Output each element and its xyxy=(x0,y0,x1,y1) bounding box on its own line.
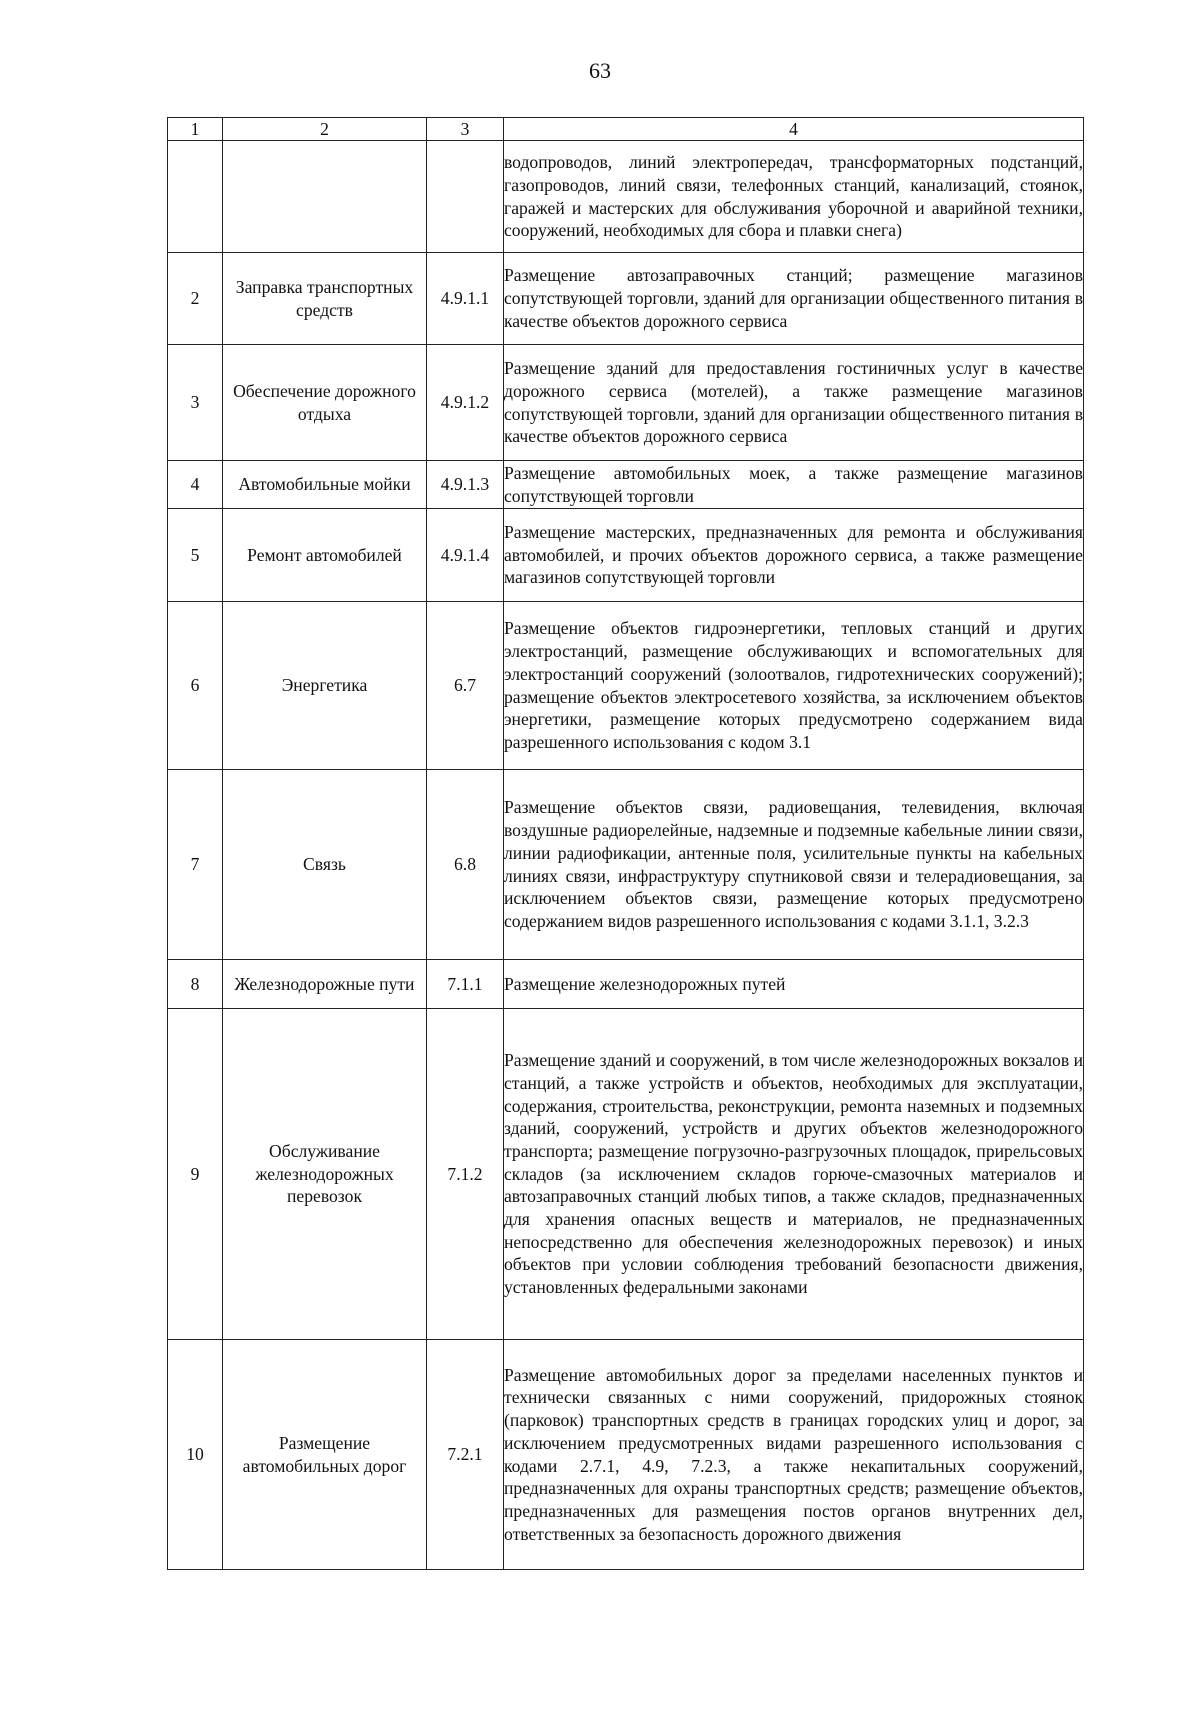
row-number: 6 xyxy=(168,602,223,770)
table-row xyxy=(168,141,1084,253)
use-name: Ремонт автомобилей xyxy=(223,509,427,602)
use-description: Размещение мастерских, предназначенных для ремонта и обслуживания автомобилей, и прочих объектов дорожного сервиса, а также размещение магазинов сопутствующей торговли xyxy=(504,509,1084,602)
use-code xyxy=(427,141,504,253)
table-header-row xyxy=(168,118,1084,141)
column-header-4: 4 xyxy=(504,118,1084,141)
row-number: 3 xyxy=(168,345,223,461)
column-header-2: 2 xyxy=(223,118,427,141)
table-row xyxy=(168,253,1084,345)
use-name: Заправка транспортных средств xyxy=(223,253,427,345)
use-name: Железнодорожные пути xyxy=(223,960,427,1009)
page-number: 63 xyxy=(589,58,611,83)
table-row xyxy=(168,461,1084,509)
use-code: 4.9.1.4 xyxy=(427,509,504,602)
table-row xyxy=(168,960,1084,1009)
use-description: Размещение объектов гидроэнергетики, тепловых станций и других электростанций, размещение обслуживающих и вспомогательных для электростанций сооружений (золоотвалов, гидротехнических сооружений); размещение объектов электросетевого хозяйства, за исключением объектов энергетики, размещение которых предусмотрено содержанием вида разрешенного использования с кодом 3.1 xyxy=(504,602,1084,770)
row-number: 10 xyxy=(168,1340,223,1570)
row-number: 9 xyxy=(168,1009,223,1340)
use-description: Размещение зданий для предоставления гостиничных услуг в качестве дорожного сервиса (мотелей), а также размещение магазинов сопутствующей торговли, зданий для организации общественного питания в качестве объектов дорожного сервиса xyxy=(504,345,1084,461)
use-description: Размещение объектов связи, радиовещания, телевидения, включая воздушные радиорелейные, надземные и подземные кабельные линии связи, линии радиофикации, антенные поля, усилительные пункты на кабельных линиях связи, инфраструктуру спутниковой связи и телерадиовещания, за исключением объектов связи, размещение которых предусмотрено содержанием видов разрешенного использования с кодами 3.1.1, 3.2.3 xyxy=(504,770,1084,960)
use-description: Размещение зданий и сооружений, в том числе железнодорожных вокзалов и станций, а также устройств и объектов, необходимых для эксплуатации, содержания, строительства, реконструкции, ремонта наземных и подземных зданий, сооружений, устройств и других объектов железнодорожного транспорта; размещение погрузочно-разгрузочных площадок, прирельсовых складов (за исключением складов горюче-смазочных материалов и автозаправочных станций любых типов, а также складов, предназначенных для хранения опасных веществ и материалов, не предназначенных непосредственно для обеспечения железнодорожных перевозок) и иных объектов при условии соблюдения требований безопасности движения, установленных федеральными законами xyxy=(504,1009,1084,1340)
table-row xyxy=(168,602,1084,770)
use-name xyxy=(223,141,427,253)
use-name: Обеспечение дорожного отдыха xyxy=(223,345,427,461)
row-number xyxy=(168,141,223,253)
use-code: 7.2.1 xyxy=(427,1340,504,1570)
use-name: Энергетика xyxy=(223,602,427,770)
use-name: Размещение автомобильных дорог xyxy=(223,1340,427,1570)
row-number: 4 xyxy=(168,461,223,509)
column-header-3: 3 xyxy=(427,118,504,141)
table-row xyxy=(168,345,1084,461)
use-code: 4.9.1.3 xyxy=(427,461,504,509)
table-row xyxy=(168,1009,1084,1340)
use-code: 4.9.1.2 xyxy=(427,345,504,461)
use-code: 7.1.1 xyxy=(427,960,504,1009)
land-use-table xyxy=(167,117,1084,1570)
use-description: водопроводов, линий электропередач, трансформаторных подстанций, газопроводов, линий связи, телефонных станций, канализаций, стоянок, гаражей и мастерских для обслуживания уборочной и аварийной техники, сооружений, необходимых для сбора и плавки снега) xyxy=(504,141,1084,253)
use-code: 4.9.1.1 xyxy=(427,253,504,345)
table-row xyxy=(168,770,1084,960)
use-code: 6.8 xyxy=(427,770,504,960)
column-header-1: 1 xyxy=(168,118,223,141)
row-number: 8 xyxy=(168,960,223,1009)
row-number: 5 xyxy=(168,509,223,602)
use-description: Размещение автомобильных моек, а также размещение магазинов сопутствующей торговли xyxy=(504,461,1084,509)
use-name: Обслуживание железнодорожных перевозок xyxy=(223,1009,427,1340)
use-code: 7.1.2 xyxy=(427,1009,504,1340)
row-number: 2 xyxy=(168,253,223,345)
use-description: Размещение автомобильных дорог за пределами населенных пунктов и технически связанных с ними сооружений, придорожных стоянок (парковок) транспортных средств в границах городских улиц и дорог, за исключением предусмотренных видами разрешенного использования с кодами 2.7.1, 4.9, 7.2.3, а также некапитальных сооружений, предназначенных для охраны транспортных средств; размещение объектов, предназначенных для размещения постов органов внутренних дел, ответственных за безопасность дорожного движения xyxy=(504,1340,1084,1570)
use-name: Автомобильные мойки xyxy=(223,461,427,509)
use-description: Размещение автозаправочных станций; размещение магазинов сопутствующей торговли, зданий для организации общественного питания в качестве объектов дорожного сервиса xyxy=(504,253,1084,345)
use-description: Размещение железнодорожных путей xyxy=(504,960,1084,1009)
use-code: 6.7 xyxy=(427,602,504,770)
row-number: 7 xyxy=(168,770,223,960)
table-row xyxy=(168,1340,1084,1570)
table-row xyxy=(168,509,1084,602)
use-name: Связь xyxy=(223,770,427,960)
